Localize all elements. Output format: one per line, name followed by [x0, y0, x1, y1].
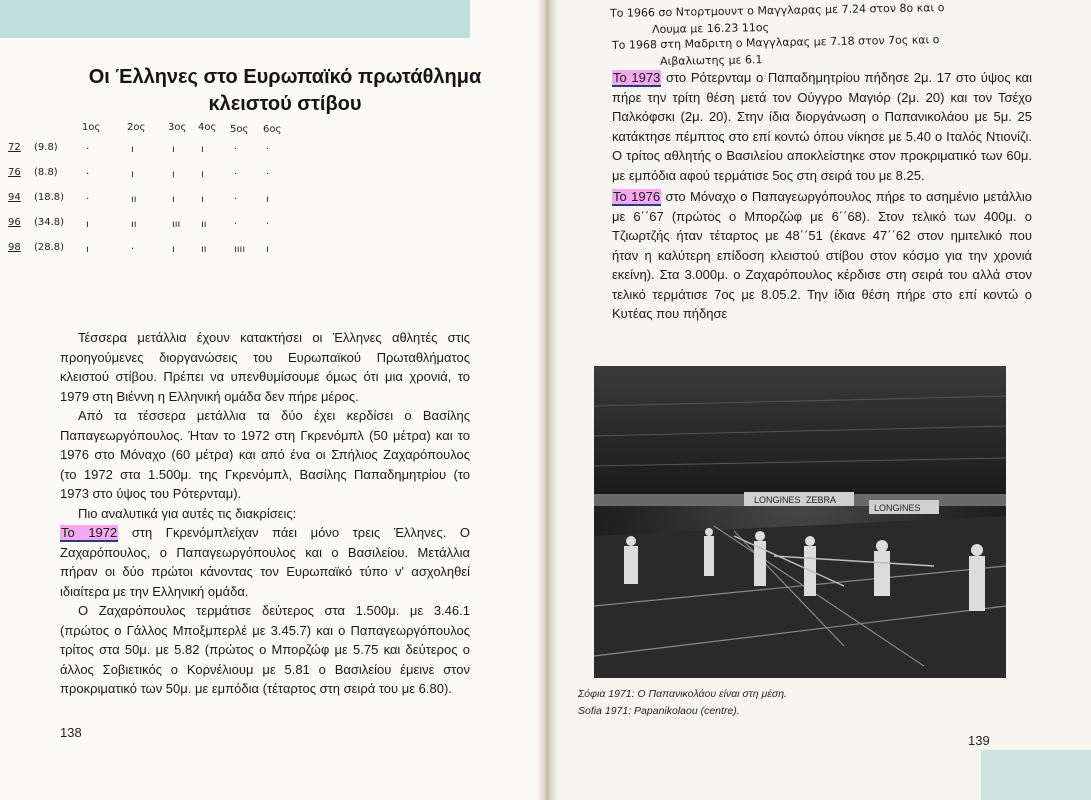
- paragraph-3: Πιο αναλυτικά για αυτές τις διακρίσεις:: [78, 505, 297, 521]
- tally-header-5: 5ος: [230, 124, 249, 135]
- tally-mark: ·: [234, 144, 238, 155]
- photo-caption-greek: Σόφια 1971: Ο Παπανικολάου είναι στη μέση.: [578, 688, 787, 700]
- highlight-1976: Το 1976: [613, 189, 661, 204]
- handwritten-note-1: Το 1966 σο Ντορτμουντ ο Μαγγλαρας με 7.24 στον 8ο και ο: [609, 1, 945, 20]
- paragraph-5: Ο Ζαχαρόπουλος τερμάτισε δεύτερος στα 1.500μ. με 3.46.1 (πρώτος ο Γάλλος Μποξμπερλέ με 3.45.7) και ο Παπαγεωργόπουλος τρίτος στα 50μ. με 5.82 (πρώτος ο Μπορζώφ με 5.75 και δεύτερος ο άλλος Σοβιετικός ο Κορνέλιουμ με 5.81 ο Βασιλείου έμεινε στον προκριματικό των 50μ. με εμπόδια (τέταρτος στη σειρά του με 6.80).: [60, 603, 470, 696]
- page-number-left: 138: [60, 725, 82, 740]
- tally-mark: ııı: [172, 219, 181, 230]
- tally-mark: ı: [131, 144, 134, 155]
- tally-year: 96: [8, 217, 21, 228]
- tally-mark: ı: [201, 194, 204, 205]
- tally-mark: ı: [266, 244, 269, 255]
- tally-mark: ı: [172, 144, 175, 155]
- tally-mark: ·: [266, 144, 270, 155]
- highlight-1973: Το 1973: [613, 70, 661, 85]
- chapter-title: [60, 64, 510, 118]
- tally-header-2: 2ος: [127, 122, 146, 133]
- tally-count: (8.8): [34, 167, 58, 178]
- tally-year: 94: [8, 192, 21, 203]
- tally-year: 72: [8, 142, 21, 153]
- tally-count: (34.8): [34, 217, 65, 228]
- tally-mark: ı: [266, 194, 269, 205]
- section-1976: [612, 187, 1032, 324]
- tally-count: (28.8): [34, 242, 65, 253]
- tally-mark: ıı: [131, 194, 137, 205]
- photo-caption-english: Sofia 1971: Papanikolaou (centre).: [578, 705, 740, 717]
- paragraph-4: [60, 523, 470, 601]
- tally-mark: ·: [266, 219, 270, 230]
- tally-mark: ıııı: [234, 244, 246, 255]
- chapter-title-line1: Οι Έλληνες στο Ευρωπαϊκό πρωτάθλημα: [88, 66, 482, 88]
- paragraph-4-text: στη Γκρενόμπλείχαν πάει μόνο τρεις Έλληνες. Ο Ζαχαρόπουλος, ο Παπαγεωργόπουλος και ο Βασιλείου. Μετάλλια πήραν οι δύο πρώτοι κάνοντας τον Ευρωπαϊκό τύπο ν' ασχοληθεί ιδιαίτερα με την Ελληνική ομάδα.: [60, 525, 470, 599]
- left-body: [60, 328, 470, 699]
- handwritten-note-2b: Αιβαλιωτης με 6.1: [659, 53, 763, 68]
- chapter-title-line2: κλειστού στίβου: [208, 93, 362, 115]
- section-1973: [612, 68, 1032, 185]
- tally-mark: ·: [131, 244, 135, 255]
- tally-mark: ı: [86, 219, 89, 230]
- tally-header-6: 6ος: [263, 124, 282, 135]
- tally-year: 76: [8, 167, 21, 178]
- tally-year: 98: [8, 242, 21, 253]
- tally-header-3: 3ος: [168, 122, 187, 133]
- tally-mark: ı: [172, 194, 175, 205]
- tally-mark: ıı: [201, 219, 207, 230]
- handwritten-note-2: Το 1968 στη Μαδριτη ο Μαγγλαρας με 7.18 στον 7ος και ο: [611, 33, 940, 52]
- tally-mark: ·: [234, 169, 238, 180]
- page-number-right: 139: [968, 733, 990, 748]
- banner-text-3: LONGINES: [874, 503, 921, 513]
- highlight-1972: Το 1972: [61, 525, 118, 540]
- tally-mark: ı: [172, 244, 175, 255]
- tally-mark: ·: [234, 194, 238, 205]
- photo-illustration: [594, 366, 1006, 678]
- tally-mark: ·: [86, 194, 90, 205]
- book-gutter: [536, 0, 558, 800]
- right-body: [612, 68, 1032, 324]
- tally-header-1: 1ος: [82, 122, 101, 133]
- tally-mark: ı: [172, 169, 175, 180]
- tape-corner: [981, 750, 1091, 800]
- handwritten-note-1b: Λουμα με 16.23 11ος: [651, 20, 770, 37]
- banner-text-1: LONGINES: [754, 495, 801, 505]
- event-photo: [594, 366, 1006, 678]
- tally-mark: ı: [201, 144, 204, 155]
- tally-mark: ı: [131, 169, 134, 180]
- tally-mark: ı: [201, 169, 204, 180]
- tally-mark: ·: [234, 219, 238, 230]
- paragraph-1: Τέσσερα μετάλλια έχουν κατακτήσει οι Έλληνες αθλητές στις προηγούμενες διοργανώσεις του Ευρωπαϊκού Πρωταθλήματος κλειστού στίβου. Πρέπει να υπενθυμίσουμε όμως ότι μια χρονιά, το 1979 στη Βιέννη η Ελληνική ομάδα δεν πήρε μέρος.: [60, 330, 470, 404]
- tally-mark: ı: [86, 244, 89, 255]
- paragraph-2: Από τα τέσσερα μετάλλια τα δύο έχει κερδίσει ο Βασίλης Παπαγεωργόπουλος. Ήταν το 1972 στη Γκρενόμπλ (50 μέτρα) και το 1976 στο Μόναχο (60 μέτρα) και από ένα οι Σπήλιος Ζαχαρόπουλος (το 1972 στα 1.500μ. της Γκρενόμπλ, Βασίλης Παπαδημητρίου (το 1973 στο ύψος του Ρότερνταμ).: [60, 408, 470, 501]
- tally-mark: ·: [86, 144, 90, 155]
- section-1976-text: στο Μόναχο ο Παπαγεωργόπουλος πήρε το ασημένιο μετάλλιο με 6΄΄67 (πρώτος ο Μπορζώφ με 6΄΄68). Στον τελικό των 400μ. ο Τζιωρτζής ήταν τέταρτος με 48΄΄51 (έκανε 47΄΄62 στον ημιτελικό που ήταν η καλύτερη επίδοση κλειστού στίβου στον κόσμο για την χρονιά εκείνη). Στα 3.000μ. ο Ζαχαρόπουλος κέρδισε στη σειρά του αλλά στον τελικό τερμάτισε 7ος με 8.05.2. Την ίδια θέση πήρε στο επί κοντώ ο Κυτέας που πήδησε: [612, 189, 1032, 321]
- banner-text-2: ZEBRA: [806, 495, 837, 505]
- tally-mark: ·: [86, 169, 90, 180]
- tally-header-4: 4ος: [198, 122, 217, 133]
- tally-mark: ·: [266, 169, 270, 180]
- section-1973-text: στο Ρότερνταμ ο Παπαδημητρίου πήδησε 2μ. 17 στο ύψος και πήρε την τρίτη θέση μετά τον Ούγγρο Μαγιόρ (2μ. 20) και τον Τσέχο Παλκόφσκι (2μ. 20). Στην ίδια διοργάνωση ο Παπανικολάου με 5μ. 25 κατάκτησε πέμπτος στο επί κοντώ όπου νίκησε με 5.40 ο Ιταλός Ντιονίζι. Ο τρίτος αθλητής ο Βασιλείου αποκλείστηκε στον προκριματικό των 60μ. με εμπόδια αφού τερμάτισε 5ος στη σειρά του με 8.25.: [612, 70, 1032, 183]
- tally-mark: ıı: [131, 219, 137, 230]
- tally-count: (18.8): [34, 192, 65, 203]
- tally-mark: ıı: [201, 244, 207, 255]
- tape-strip: [0, 0, 470, 38]
- tally-count: (9.8): [34, 142, 58, 153]
